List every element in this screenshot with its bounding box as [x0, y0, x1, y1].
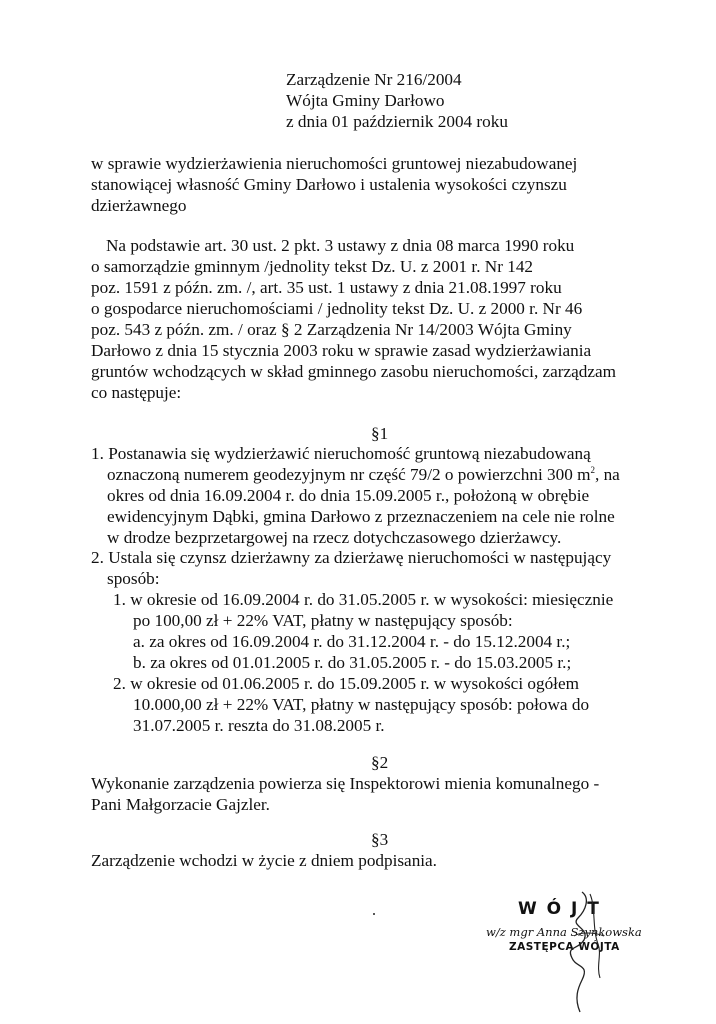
preamble-line: Na podstawie art. 30 ust. 2 pkt. 3 ustawy z dnia 08 marca 1990 roku — [106, 236, 575, 255]
preamble-line: poz. 1591 z późn. zm. /, art. 35 ust. 1 ustawy z dnia 21.08.1997 roku — [91, 278, 562, 297]
list-subitem: b. za okres od 01.01.2005 r. do 31.05.2005 r. - do 15.03.2005 r.; — [133, 653, 572, 672]
document-date: z dnia 01 październik 2004 roku — [286, 112, 508, 131]
list-item: 1. w okresie od 16.09.2004 r. do 31.05.2005 r. w wysokości: miesięcznie — [113, 590, 614, 609]
subject-line: dzierżawnego — [91, 196, 187, 215]
section-heading: §2 — [371, 753, 389, 772]
section-heading: §1 — [371, 424, 389, 443]
list-item: 10.000,00 zł + 22% VAT, płatny w następujący sposób: połowa do — [133, 695, 590, 714]
preamble-line: o samorządzie gminnym /jednolity tekst Dz. U. z 2001 r. Nr 142 — [91, 257, 534, 276]
paragraph-line: Wykonanie zarządzenia powierza się Inspektorowi mienia komunalnego - — [91, 774, 600, 793]
preamble-line: Darłowo z dnia 15 stycznia 2003 roku w sprawie zasad wydzierżawiania — [91, 341, 592, 360]
paragraph-line — [107, 464, 620, 485]
preamble-line: co następuje: — [91, 383, 182, 402]
subject-line: stanowiącej własność Gminy Darłowo i ustalenia wysokości czynszu — [91, 175, 567, 194]
paragraph-line: 1. Postanawia się wydzierżawić nieruchomość gruntową niezabudowaną — [91, 444, 591, 463]
paragraph-text: oznaczoną numerem geodezyjnym nr część 79/2 o powierzchni 300 m — [107, 465, 591, 484]
superscript: 2 — [590, 465, 595, 475]
paragraph-line: 2. Ustala się czynsz dzierżawny za dzierżawę nieruchomości w następujący — [91, 548, 612, 567]
stamp-role: ZASTĘPCA WÓJTA — [509, 941, 620, 953]
paragraph-line: Pani Małgorzacie Gajzler. — [91, 795, 270, 814]
paragraph-line: Zarządzenie wchodzi w życie z dniem podpisania. — [91, 851, 437, 870]
list-item: 31.07.2005 r. reszta do 31.08.2005 r. — [133, 716, 385, 735]
document-title: Zarządzenie Nr 216/2004 — [286, 70, 462, 89]
subject-line: w sprawie wydzierżawienia nieruchomości gruntowej niezabudowanej — [91, 154, 578, 173]
issuer: Wójta Gminy Darłowo — [286, 91, 445, 110]
paragraph-text: , na — [594, 465, 620, 484]
preamble-line: poz. 543 z późn. zm. / oraz § 2 Zarządzenia Nr 14/2003 Wójta Gminy — [91, 320, 572, 339]
list-item: 2. w okresie od 01.06.2005 r. do 15.09.2005 r. w wysokości ogółem — [113, 674, 579, 693]
preamble-line: gruntów wchodzących w skład gminnego zasobu nieruchomości, zarządzam — [91, 362, 616, 381]
stamp-title: W Ó J T — [518, 899, 601, 919]
paragraph-line: sposób: — [107, 569, 160, 588]
ink-dot — [373, 913, 375, 915]
paragraph-line: okres od dnia 16.09.2004 r. do dnia 15.09.2005 r., położoną w obrębie — [107, 486, 590, 505]
stamp-signer: w/z mgr Anna Szynkowska — [486, 925, 642, 939]
paragraph-line: w drodze bezprzetargowej na rzecz dotychczasowego dzierżawcy. — [107, 528, 562, 547]
signature-scribble — [560, 888, 620, 1016]
preamble-line: o gospodarce nieruchomościami / jednolity tekst Dz. U. z 2000 r. Nr 46 — [91, 299, 583, 318]
list-subitem: a. za okres od 16.09.2004 r. do 31.12.2004 r. - do 15.12.2004 r.; — [133, 632, 571, 651]
list-item: po 100,00 zł + 22% VAT, płatny w następujący sposób: — [133, 611, 513, 630]
section-heading: §3 — [371, 830, 389, 849]
paragraph-line: ewidencyjnym Dąbki, gmina Darłowo z przeznaczeniem na cele nie rolne — [107, 507, 615, 526]
